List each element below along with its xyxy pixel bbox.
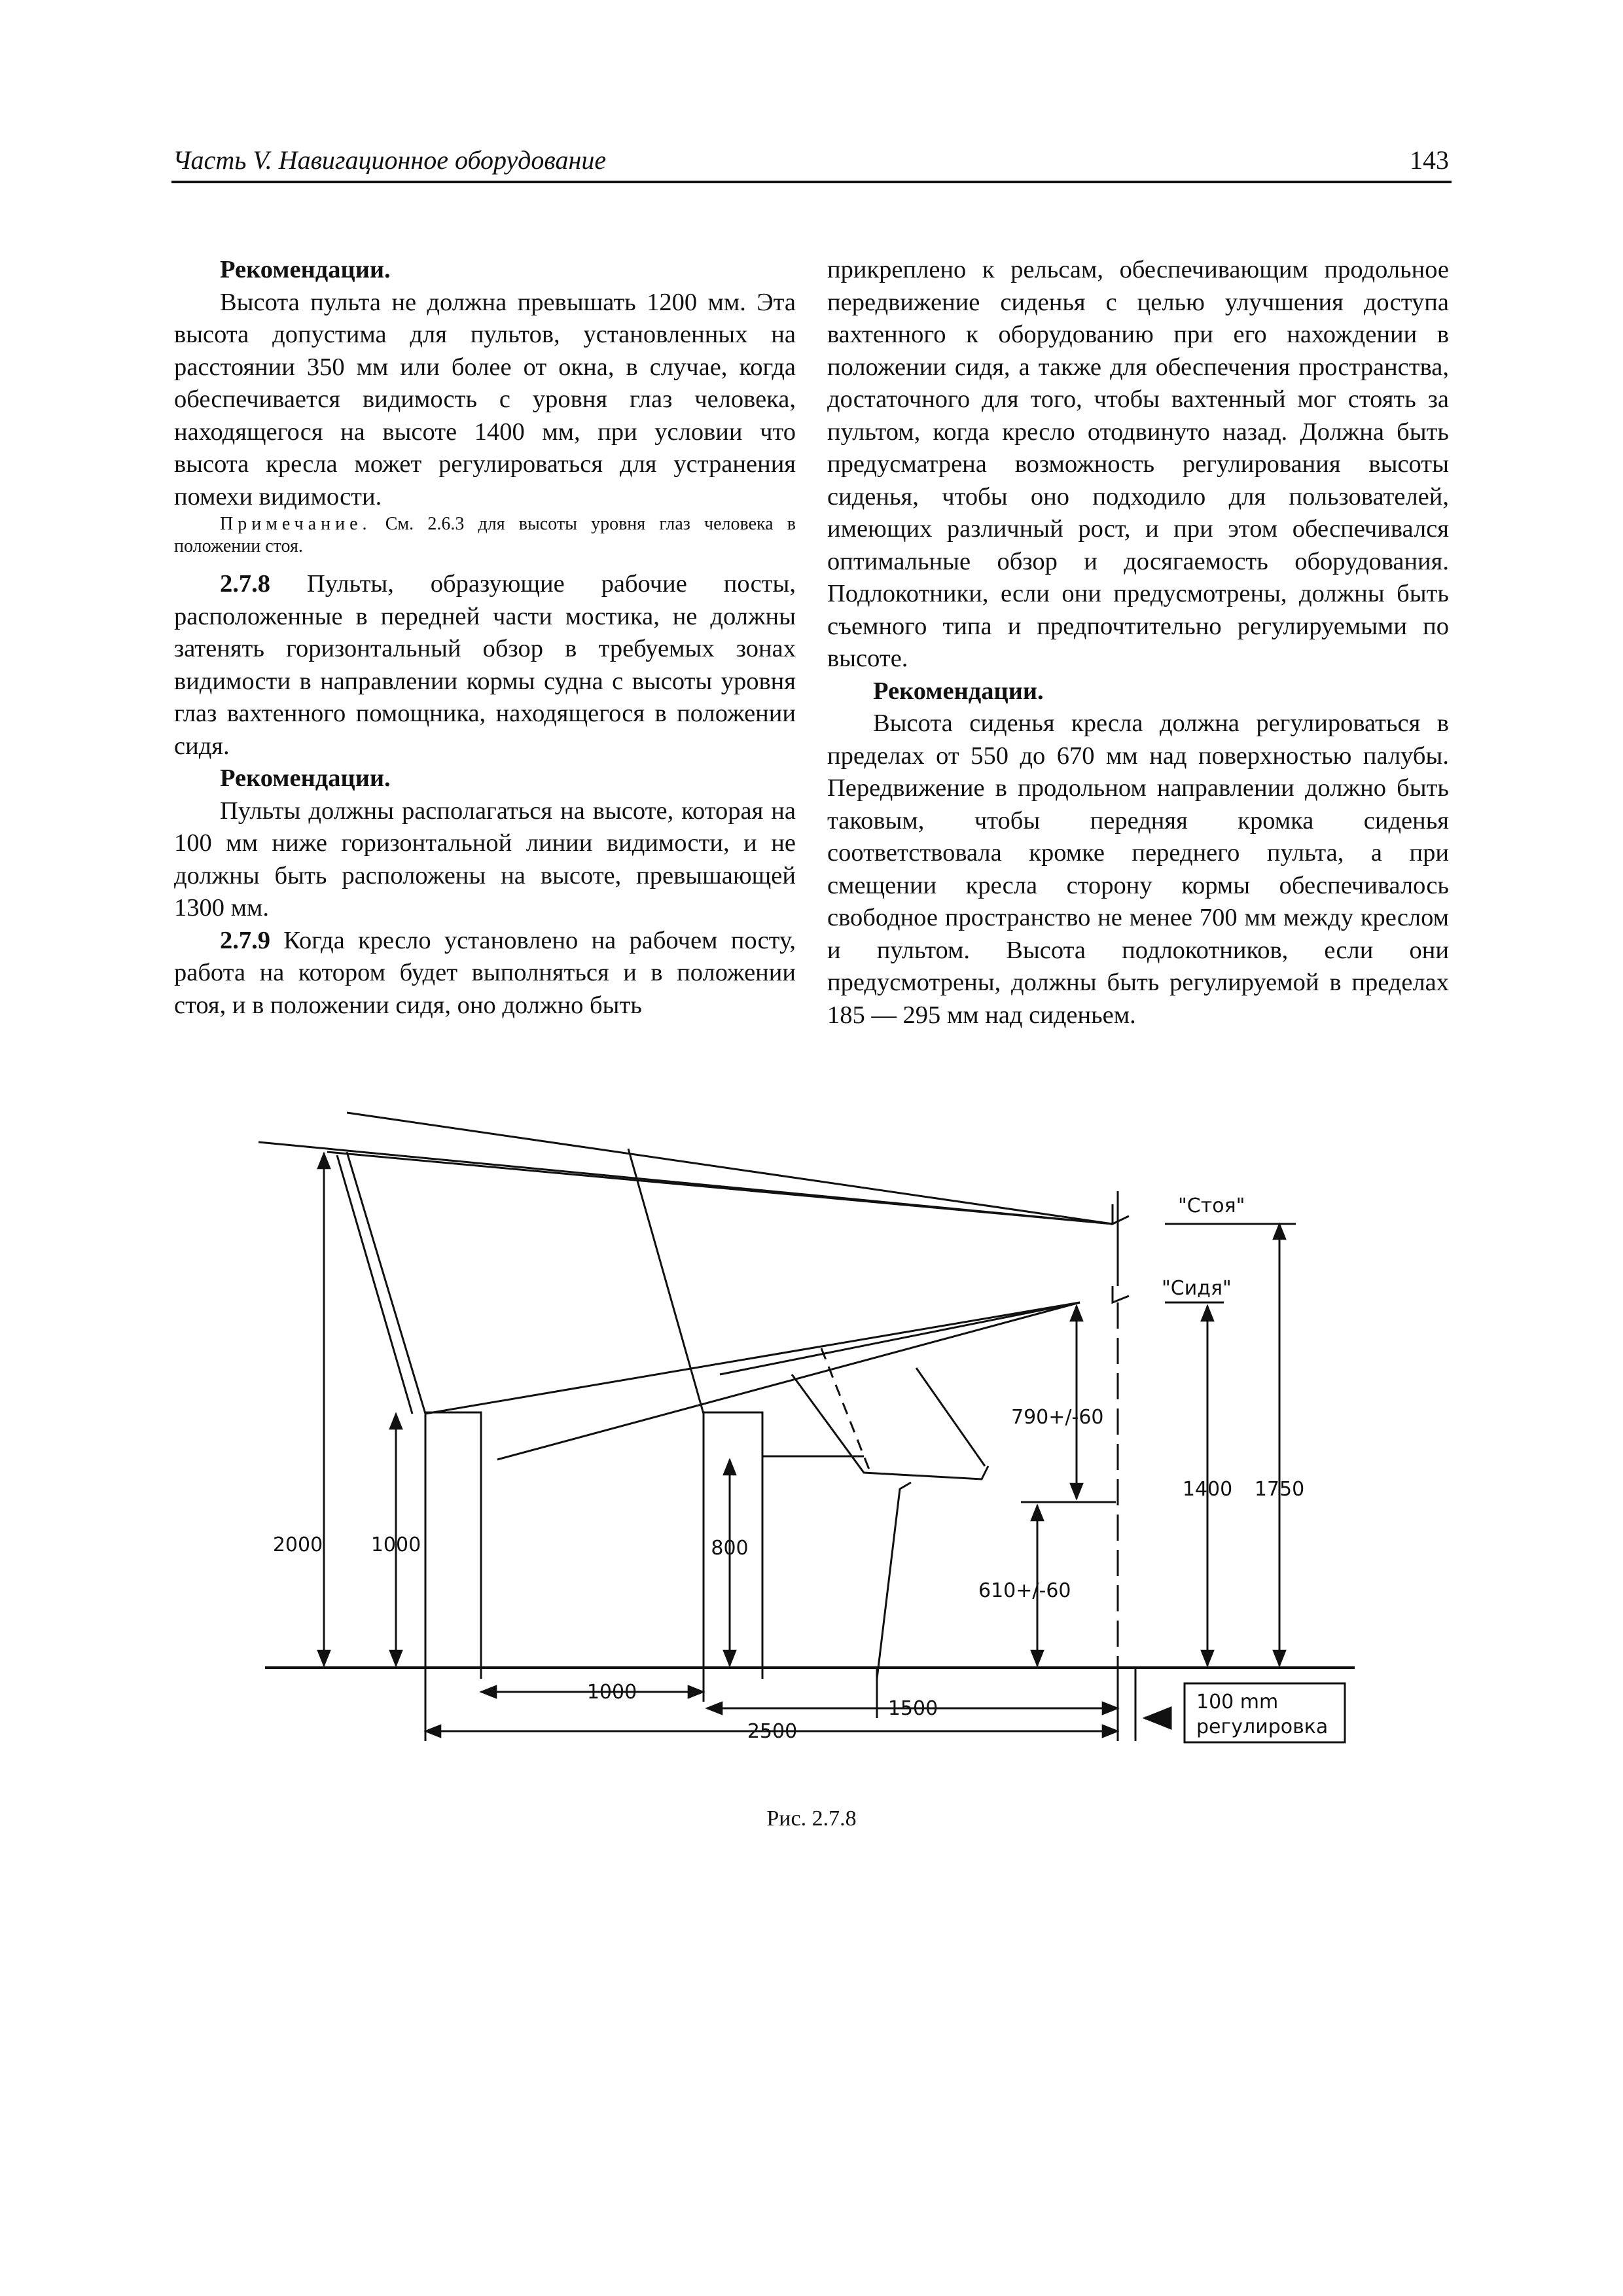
- label-sitting: "Сидя": [1162, 1277, 1232, 1300]
- note-text: См. 2.6.3 для высоты уровня глаз человека в положении стоя.: [174, 514, 796, 556]
- section-number: 2.7.8: [220, 570, 270, 598]
- section-2-7-8: [174, 568, 796, 762]
- label-standing: "Стоя": [1178, 1194, 1245, 1217]
- section-text: Когда кресло установлено на рабочем посту, работа на котором будет выполняться и в положении стоя, и в положении сидя, оно должно быть: [174, 926, 796, 1019]
- left-column: [174, 254, 796, 1022]
- paragraph: Высота сиденья кресла должна регулироваться в пределах от 550 до 670 мм над поверхностью палубы. Передвижение в продольном направлении должно быть таковым, чтобы передняя кромка сиденья соответствовала кромке переднего пульта, а при смещении кресла сторону кормы обеспечивалось свободное пространство не менее 700 мм между креслом и пультом. Высота подлокотников, если они предусмотрены, должны быть регулируемой в пределах 185 — 295 мм над сиденьем.: [827, 709, 1449, 1029]
- dim-1000-left: 1000: [370, 1534, 421, 1556]
- dim-1500: 1500: [887, 1697, 938, 1720]
- recommendations-heading: Рекомендации.: [220, 256, 391, 283]
- dim-1000-bottom: 1000: [586, 1681, 637, 1704]
- paragraph: Высота пульта не должна превышать 1200 мм. Эта высота допустима для пультов, установленных на расстоянии 350 мм или более от окна, в случае, когда обеспечивается видимость с уровня глаз человека, находящегося на высоте 1400 мм, при условии что высота кресла может регулироваться для устранения помехи видимости.: [174, 288, 796, 511]
- chair: [792, 1374, 988, 1479]
- dim-610: 610+/-60: [978, 1579, 1071, 1602]
- forward-console: [425, 1412, 481, 1679]
- section-text: Пульты, образующие рабочие посты, расположенные в передней части мостика, не должны затенять горизонтальный обзор в требуемых зонах видимости в направлении кормы судна с высоты уровня глаз вахтенного помощника, находящегося в положении сидя.: [174, 570, 796, 760]
- right-column: [827, 254, 1449, 1031]
- page-number: 143: [1410, 145, 1449, 175]
- sight-line: [347, 1113, 1113, 1224]
- recommendations-heading: Рекомендации.: [873, 677, 1044, 705]
- section-2-7-9: [174, 925, 796, 1022]
- sitting-eye: [1113, 1286, 1129, 1302]
- dim-800: 800: [711, 1537, 749, 1560]
- sight-line: [327, 1152, 1113, 1224]
- sight-line: [497, 1302, 1080, 1460]
- bridge-console-diagram: [0, 1073, 1623, 1793]
- section-number: 2.7.9: [220, 926, 270, 954]
- header-title: Часть V. Навигационное оборудование: [173, 145, 607, 175]
- standing-eye: [1113, 1204, 1129, 1224]
- sight-line: [720, 1302, 1080, 1374]
- paragraph: Пульты должны располагаться на высоте, которая на 100 мм ниже горизонтальной линии видимости, и не должны быть расположены на высоте, превышающей 1300 мм.: [174, 797, 796, 922]
- sight-line: [425, 1302, 1080, 1414]
- page-header: [171, 145, 1452, 183]
- note-label: Примечание.: [220, 514, 372, 534]
- figure-caption: Рис. 2.7.8: [766, 1806, 857, 1831]
- adjust-line1: 100 mm: [1196, 1691, 1279, 1713]
- dim-2000: 2000: [272, 1534, 323, 1556]
- dim-1400: 1400: [1182, 1478, 1233, 1501]
- dim-1750: 1750: [1254, 1478, 1305, 1501]
- dim-790: 790+/-60: [1011, 1406, 1104, 1429]
- recommendations-heading: Рекомендации.: [220, 764, 391, 792]
- dim-2500: 2500: [747, 1720, 798, 1743]
- paragraph: прикреплено к рельсам, обеспечивающим продольное передвижение сиденья с целью улучшения доступа вахтенного к оборудованию при его нахождении в положении сидя, а также для обеспечения пространства, достаточного для того, чтобы вахтенный мог стоять за пультом, когда кресло отодвинуто назад. Должна быть предусматрена возможность регулирования высоты сиденья, чтобы оно подходило для пользователей, имеющих различный рост, и при этом обеспечивался оптимальные обзор и досягаемость оборудования. Подлокотники, если они предусмотрены, должны быть съемного типа и предпочтительно регулируемыми по высоте.: [827, 256, 1449, 672]
- note: [174, 513, 796, 558]
- adjust-line2: регулировка: [1196, 1715, 1329, 1738]
